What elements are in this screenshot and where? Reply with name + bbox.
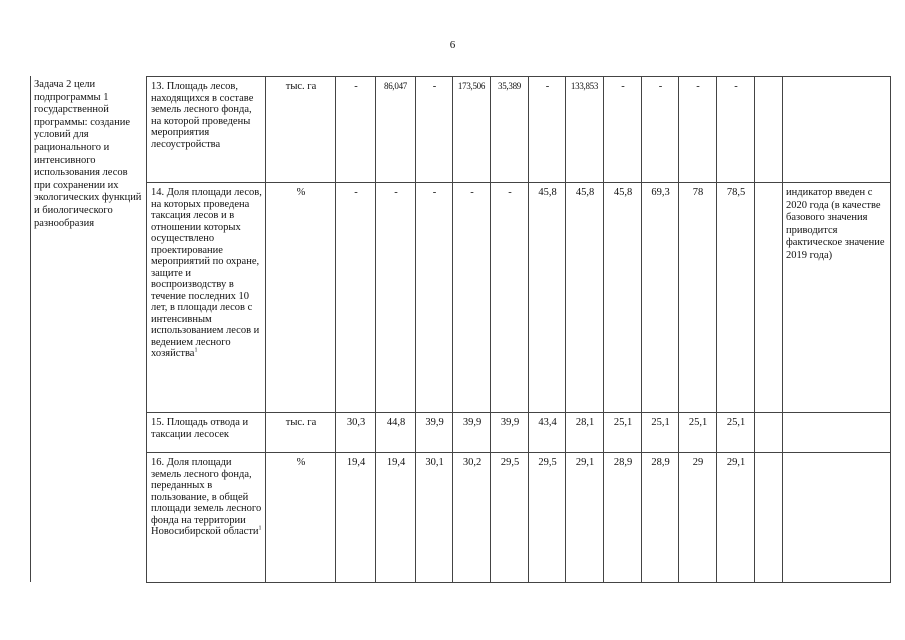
unit-cell: тыс. га — [266, 77, 336, 183]
indicator-cell — [147, 453, 266, 583]
value-cell: 39,9 — [453, 413, 491, 453]
value-cell: 19,4 — [336, 453, 376, 583]
table-row — [147, 413, 891, 453]
value-cell: 45,8 — [529, 183, 566, 413]
value-cell: 39,9 — [416, 413, 453, 453]
value-cell: 25,1 — [642, 413, 679, 453]
value-cell: 28,1 — [566, 413, 604, 453]
table-row — [147, 453, 891, 583]
indicator-cell — [147, 413, 266, 453]
indicator-text: 14. Доля площади лесов, на которых проведена таксация лесов и в отношении которых осуществлено проектирование мероприятий по охране, защите и воспроизводству в течение последних 10 лет, в площади лесов с интенсивным использованием лесов и ведением лесного хозяйства — [151, 187, 262, 359]
value-cell: 25,1 — [679, 413, 717, 453]
table-row — [147, 77, 891, 183]
indicator-text: 15. Площадь отвода и таксации лесосек — [151, 417, 249, 440]
note-cell: индикатор введен с 2020 года (в качестве базового значения приводится фактическое значение 2019 года) — [783, 183, 891, 413]
value-cell: 44,8 — [376, 413, 416, 453]
value-cell: - — [642, 77, 679, 183]
value-cell: - — [376, 183, 416, 413]
value-cell: 86,047 — [376, 77, 416, 183]
value-cell — [755, 413, 783, 453]
unit-cell: тыс. га — [266, 413, 336, 453]
unit-cell: % — [266, 183, 336, 413]
page-number: 6 — [449, 39, 456, 51]
value-cell: 30,2 — [453, 453, 491, 583]
value-cell: - — [529, 77, 566, 183]
value-cell: 25,1 — [717, 413, 755, 453]
value-cell: 43,4 — [529, 413, 566, 453]
value-cell: 19,4 — [376, 453, 416, 583]
value-cell: - — [336, 183, 376, 413]
note-cell — [783, 453, 891, 583]
value-cell: 173,506 — [453, 77, 491, 183]
footnote-marker: 1 — [258, 525, 262, 532]
value-cell: - — [416, 183, 453, 413]
value-cell: 69,3 — [642, 183, 679, 413]
indicator-text: 16. Доля площади земель лесного фонда, переданных в пользование, в общей площади земель лесного фонда на территории Новосибирской области — [151, 457, 262, 537]
value-cell: 45,8 — [566, 183, 604, 413]
value-cell: - — [679, 77, 717, 183]
value-cell: - — [336, 77, 376, 183]
value-cell: - — [491, 183, 529, 413]
table-row — [147, 183, 891, 413]
value-cell: 29,1 — [717, 453, 755, 583]
value-cell: - — [717, 77, 755, 183]
value-cell: 30,1 — [416, 453, 453, 583]
indicators-table — [146, 76, 891, 583]
value-cell: 29,1 — [566, 453, 604, 583]
note-cell — [783, 413, 891, 453]
value-cell: - — [453, 183, 491, 413]
indicator-cell — [147, 77, 266, 183]
value-cell — [755, 77, 783, 183]
value-cell: 133,853 — [566, 77, 604, 183]
value-cell: 25,1 — [604, 413, 642, 453]
value-cell: 29,5 — [491, 453, 529, 583]
value-cell: 28,9 — [604, 453, 642, 583]
value-cell: - — [604, 77, 642, 183]
indicator-cell — [147, 183, 266, 413]
footnote-marker: 1 — [194, 347, 198, 354]
value-cell: 29 — [679, 453, 717, 583]
unit-cell: % — [266, 453, 336, 583]
value-cell: 78,5 — [717, 183, 755, 413]
indicator-text: 13. Площадь лесов, находящихся в составе земель лесного фонда, на которой проведены мероприятия лесоустройства — [151, 81, 254, 150]
note-cell — [783, 77, 891, 183]
value-cell — [755, 453, 783, 583]
task-description: Задача 2 цели подпрограммы 1 государственной программы: создание условий для рационального и интенсивного использования лесов при сохранении их экологических функций и биологического разнообразия — [30, 76, 146, 582]
value-cell: 39,9 — [491, 413, 529, 453]
value-cell — [755, 183, 783, 413]
value-cell: 78 — [679, 183, 717, 413]
value-cell: 29,5 — [529, 453, 566, 583]
value-cell: 35,389 — [491, 77, 529, 183]
value-cell: 30,3 — [336, 413, 376, 453]
value-cell: 28,9 — [642, 453, 679, 583]
value-cell: - — [416, 77, 453, 183]
value-cell: 45,8 — [604, 183, 642, 413]
